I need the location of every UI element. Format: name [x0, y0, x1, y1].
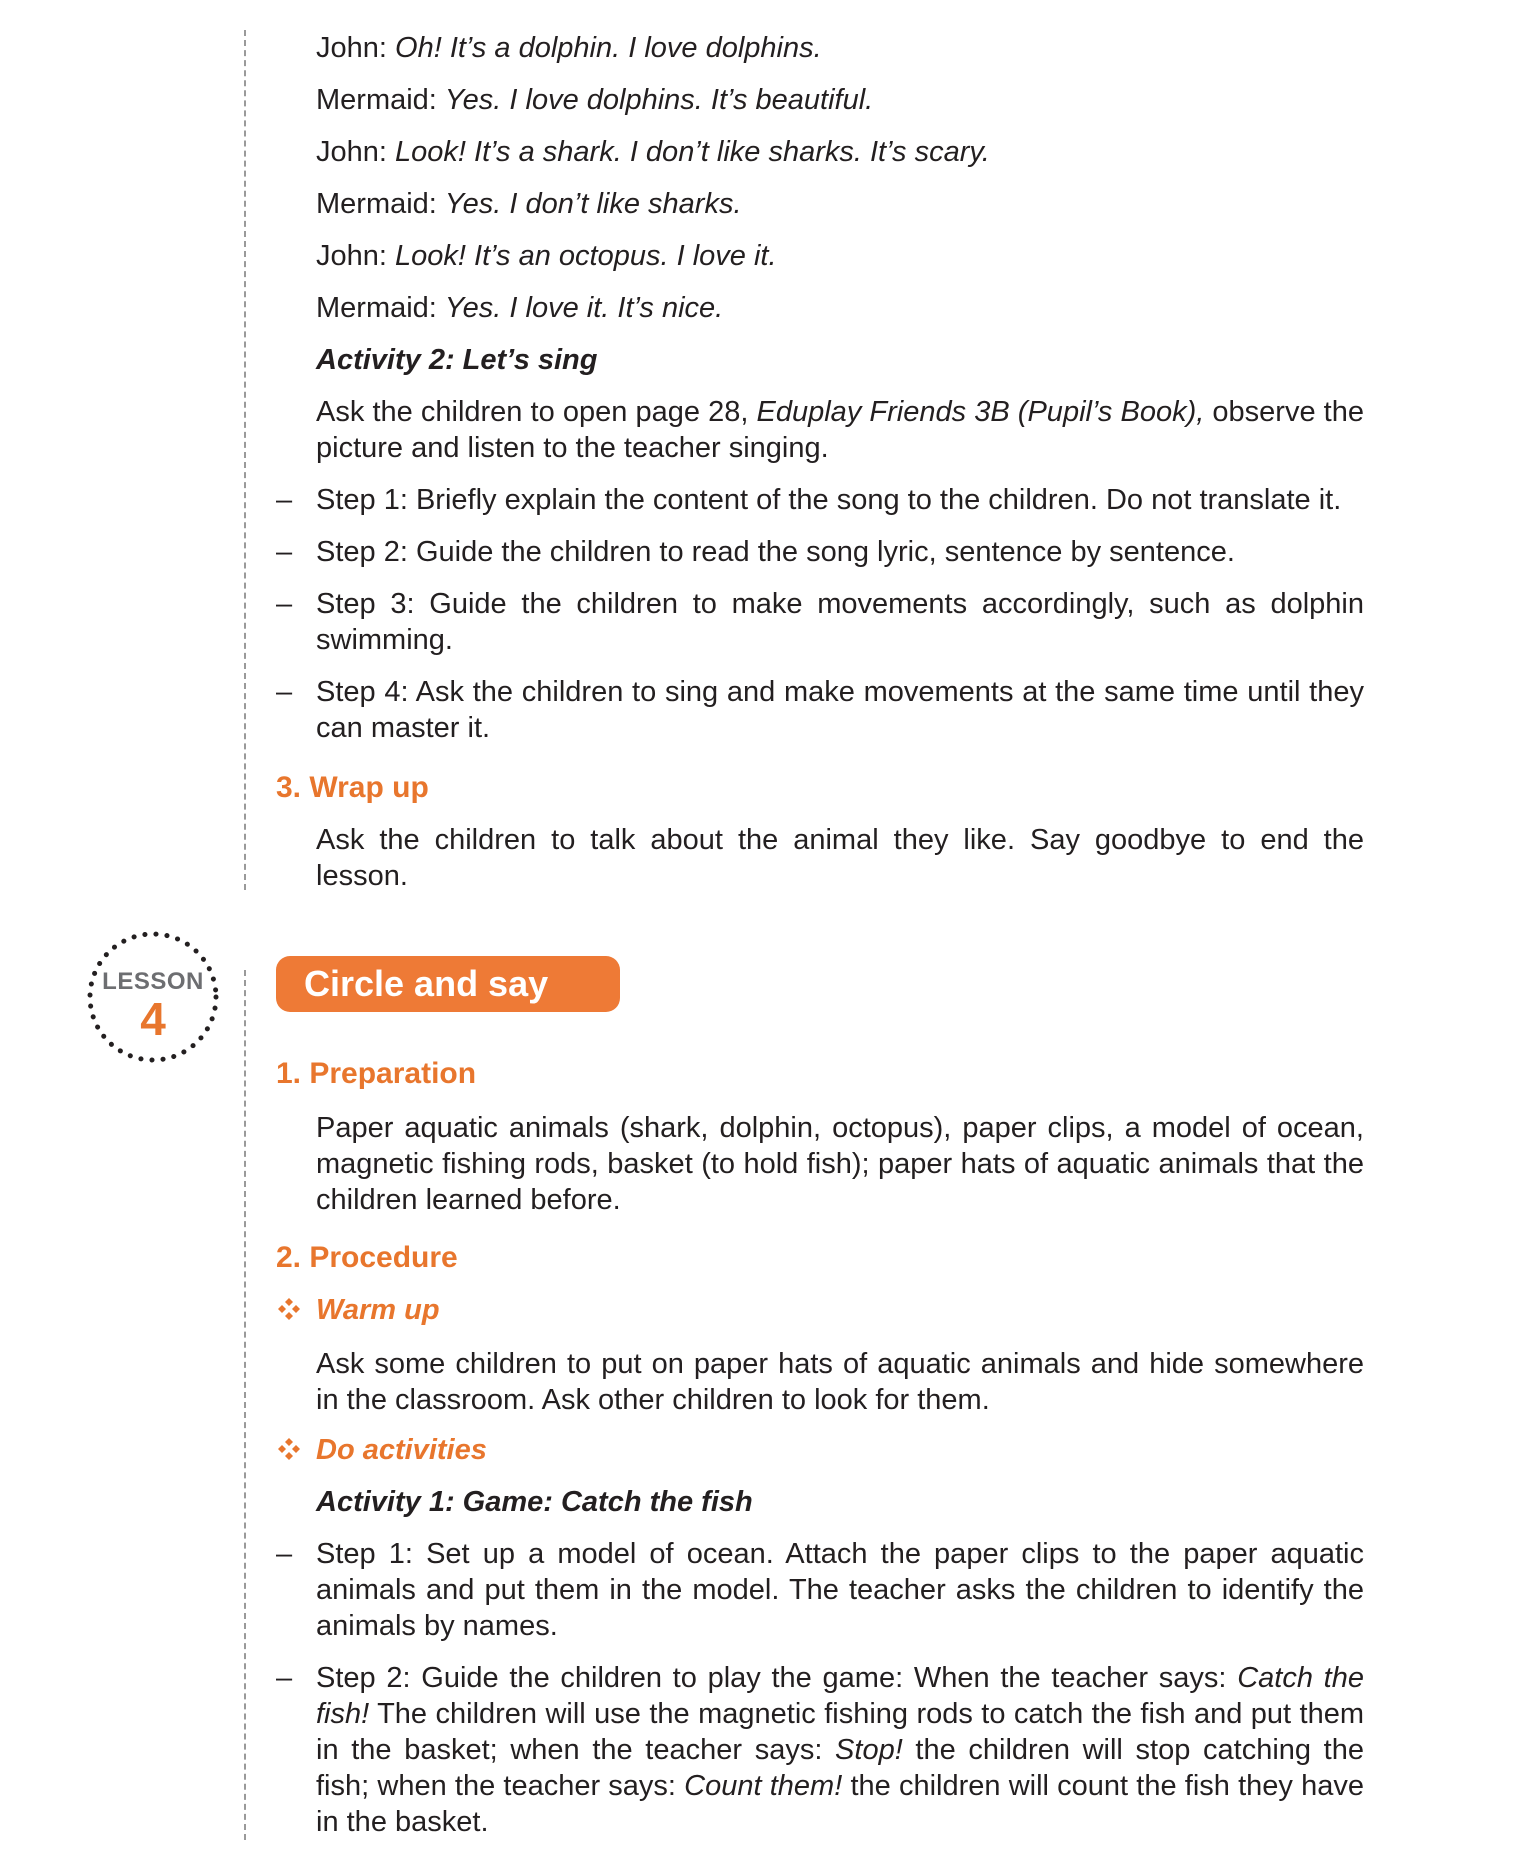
lesson-badge	[84, 928, 222, 1066]
list-dash: –	[276, 588, 293, 620]
activity-1-step-1: Step 1: Set up a model of ocean. Attach the paper clips to the paper aquatic animals and put them in the model. The teacher asks the children to identify the animals by names.	[316, 1538, 1364, 1642]
lesson-number: 4	[140, 993, 166, 1045]
margin-divider-top	[244, 30, 246, 890]
activity-1-step-2: Step 2: Guide the children to play the game: When the teacher says: Catch the fish! The children will use the magnetic fishing rods to catch the fish and put them in the basket; when the teacher says: Stop! the children will stop catching the fish; when the teacher says: Count them! the children will count the fish they have in the basket.	[316, 1662, 1364, 1838]
procedure-heading: 2. Procedure	[276, 1241, 458, 1274]
warm-up-heading: Warm up	[316, 1294, 440, 1326]
list-dash: –	[276, 484, 293, 516]
dialogue-line: John: Look! It’s a shark. I don’t like sharks. It’s scary.	[316, 136, 990, 168]
preparation-text: Paper aquatic animals (shark, dolphin, octopus), paper clips, a model of ocean, magnetic fishing rods, basket (to hold fish); paper hats of aquatic animals that the children learned before.	[316, 1112, 1364, 1216]
activity-2-step-4: Step 4: Ask the children to sing and make movements at the same time until they can master it.	[316, 676, 1364, 744]
diamond-bullet-icon	[276, 1296, 302, 1322]
dialogue-line: John: Oh! It’s a dolphin. I love dolphins.	[316, 32, 822, 64]
list-dash: –	[276, 676, 293, 708]
lesson-label: LESSON	[102, 968, 204, 995]
do-activities-heading: Do activities	[316, 1434, 487, 1466]
list-dash: –	[276, 1662, 293, 1694]
diamond-bullet-icon	[276, 1436, 302, 1462]
preparation-heading: 1. Preparation	[276, 1057, 477, 1090]
warm-up-text: Ask some children to put on paper hats of aquatic animals and hide somewhere in the classroom. Ask other children to look for them.	[316, 1348, 1364, 1416]
wrap-up-heading: 3. Wrap up	[276, 771, 429, 804]
activity-1-title: Activity 1: Game: Catch the fish	[316, 1486, 753, 1518]
dialogue-line: Mermaid: Yes. I don’t like sharks.	[316, 188, 742, 220]
dialogue-line: Mermaid: Yes. I love it. It’s nice.	[316, 292, 724, 324]
list-dash: –	[276, 1538, 293, 1570]
list-dash: –	[276, 536, 293, 568]
lesson-title: Circle and say	[276, 956, 620, 1012]
wrap-up-text: Ask the children to talk about the animal they like. Say goodbye to end the lesson.	[316, 824, 1364, 892]
activity-2-step-1: Step 1: Briefly explain the content of the song to the children. Do not translate it.	[316, 484, 1342, 516]
dialogue-line: John: Look! It’s an octopus. I love it.	[316, 240, 777, 272]
activity-2-step-2: Step 2: Guide the children to read the song lyric, sentence by sentence.	[316, 536, 1235, 568]
activity-2-step-3: Step 3: Guide the children to make movements accordingly, such as dolphin swimming.	[316, 588, 1364, 656]
dialogue-line: Mermaid: Yes. I love dolphins. It’s beautiful.	[316, 84, 874, 116]
activity-2-intro: Ask the children to open page 28, Eduplay Friends 3B (Pupil’s Book), observe the picture and listen to the teacher singing.	[316, 396, 1364, 464]
margin-divider-bottom	[244, 970, 246, 1840]
activity-2-title: Activity 2: Let’s sing	[316, 344, 598, 376]
